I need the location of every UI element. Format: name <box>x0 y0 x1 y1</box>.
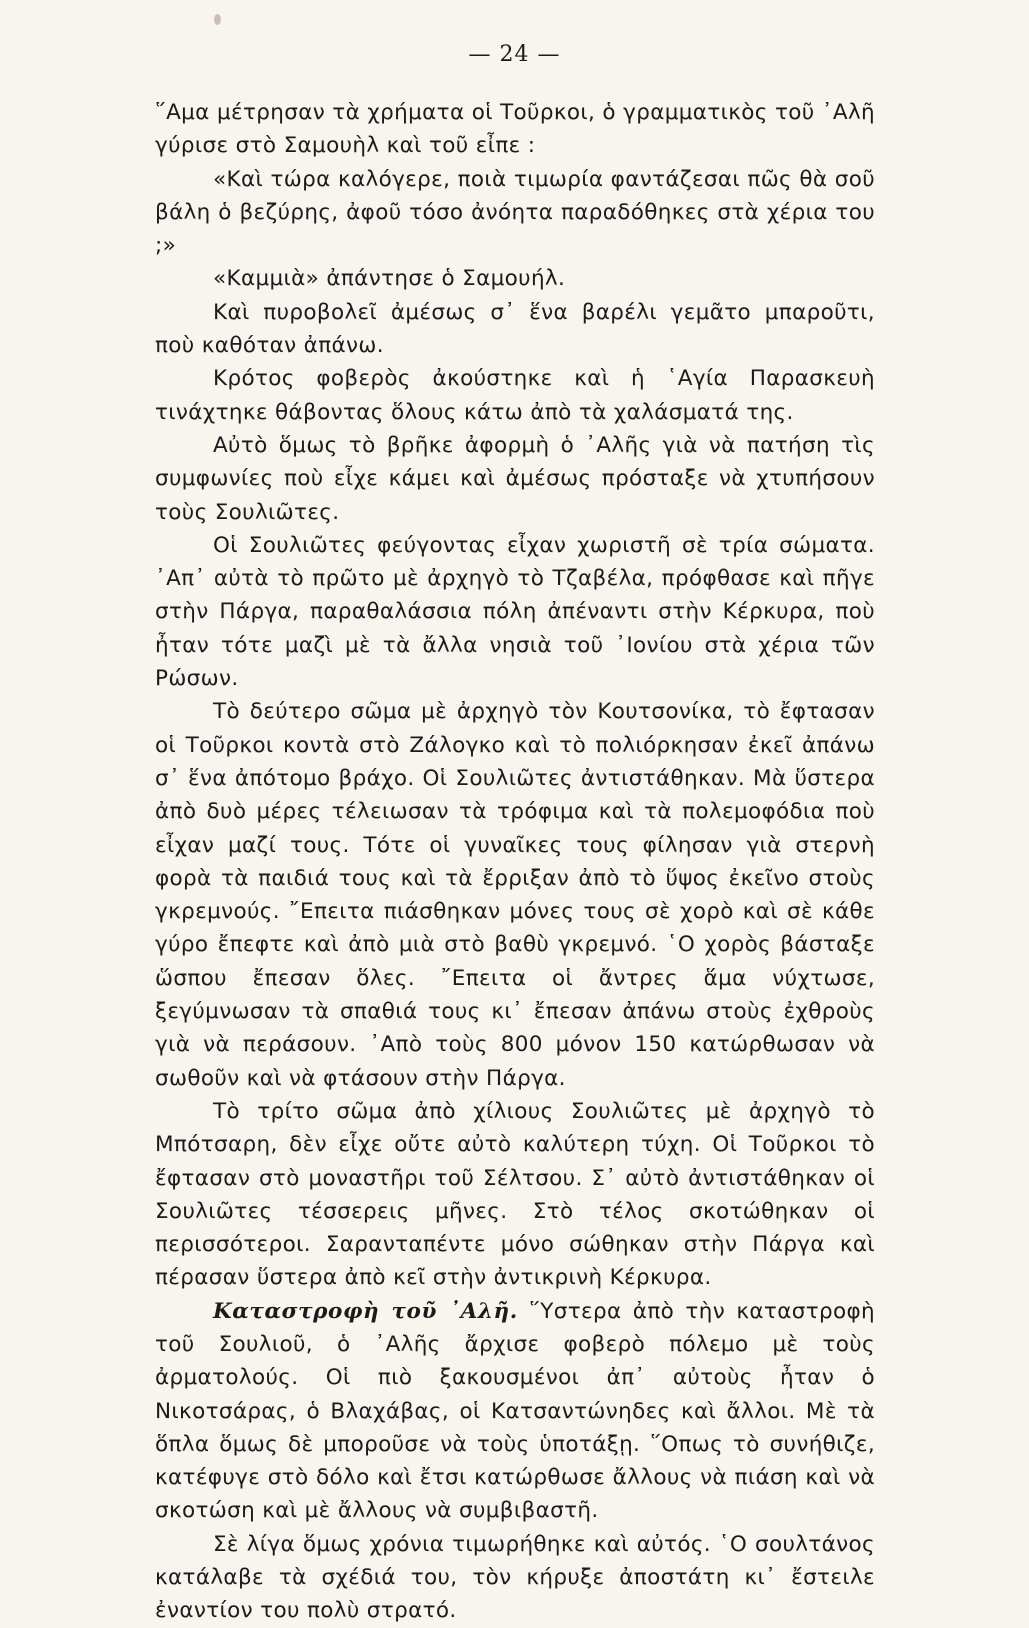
section-heading: Καταστροφὴ τοῦ ᾽Αλῆ. <box>213 1298 518 1324</box>
paragraph: ῞Αμα μέτρησαν τὰ χρήματα οἱ Τοῦρκοι, ὁ γραμματικὸς τοῦ ᾽Αλῆ γύρισε στὸ Σαμουὴλ καὶ τοῦ εἶπε : <box>155 100 875 159</box>
paragraph: Αὐτὸ ὅμως τὸ βρῆκε ἀφορμὴ ὁ ᾽Αλῆς γιὰ νὰ πατήση τὶς συμφωνίες ποὺ εἶχε κάμει καὶ ἀμέσως πρόσταξε νὰ χτυπήσουν τοὺς Σουλιῶτες. <box>155 432 875 525</box>
paper-stain <box>214 14 221 25</box>
paragraph: «Καμμιὰ» ἀπάντησε ὁ Σαμουήλ. <box>213 266 566 292</box>
paragraph: Καὶ πυροβολεῖ ἀμέσως σ᾽ ἕνα βαρέλι γεμᾶτο μπαροῦτι, ποὺ καθόταν ἀπάνω. <box>155 299 875 359</box>
paragraph: Κρότος φοβερὸς ἀκούστηκε καὶ ἡ ῾Αγία Παρασκευὴ τινάχτηκε θάβοντας ὅλους κάτω ἀπὸ τὰ χαλάσματά της. <box>155 366 875 425</box>
paragraph: «Καὶ τώρα καλόγερε, ποιὰ τιμωρία φαντάζεσαι πῶς θὰ σοῦ βάλη ὁ βεζύρης, ἀφοῦ τόσο ἀνόητα παραδόθηκες στὰ χέρια του ;» <box>155 166 875 259</box>
paragraph: Τὸ δεύτερο σῶμα μὲ ἀρχηγὸ τὸν Κουτσονίκα, τὸ ἔφτασαν οἱ Τοῦρκοι κοντὰ στὸ Ζάλογκο καὶ τὸ πολιόρκησαν ἐκεῖ ἀπάνω σ᾽ ἕνα ἀπότομο βράχο. Οἱ Σουλιῶτες ἀντιστάθηκαν. Μὰ ὕστερα ἀπὸ δυὸ μέρες τέλειωσαν τὰ τρόφιμα καὶ τὰ πολεμοφόδια ποὺ εἶχαν μαζί τους. Τότε οἱ γυναῖκες τους φίλησαν γιὰ στερνὴ φορὰ τὰ παιδιά τους καὶ τὰ ἔρριξαν ἀπὸ τὸ ὕψος ἐκεῖνο στοὺς γκρεμνούς. ῎Επειτα πιάσθηκαν μόνες τους σὲ χορὸ καὶ σὲ κάθε γύρο ἔπεφτε καὶ ἀπὸ μιὰ στὸ βαθὺ γκρεμνό. ῾Ο χορὸς βάσταξε ὥσπου ἔπεσαν ὅλες. ῎Επειτα οἱ ἄντρες ἅμα νύχτωσε, ξεγύμνωσαν τὰ σπαθιά τους κι᾽ ἔπεσαν ἀπάνω στοὺς ἐχθροὺς γιὰ νὰ περάσουν. ᾽Απὸ τοὺς 800 μόνον 150 κατώρθωσαν νὰ σωθοῦν καὶ νὰ φτάσουν στὴν Πάργα. <box>155 699 875 1091</box>
page-number: — 24 — <box>468 42 561 67</box>
paragraph: Σὲ λίγα ὅμως χρόνια τιμωρήθηκε καὶ αὐτός. ῾Ο σουλτάνος κατάλαβε τὰ σχέδιά του, τὸν κήρυξε ἀποστάτη κι᾽ ἔστειλε ἐναντίον του πολὺ στρατό. <box>155 1531 875 1624</box>
paragraph: Τὸ τρίτο σῶμα ἀπὸ χίλιους Σουλιῶτες μὲ ἀρχηγὸ τὸ Μπότσαρη, δὲν εἶχε οὔτε αὐτὸ καλύτερη τύχη. Οἱ Τοῦρκοι τὸ ἔφτασαν στὸ μοναστῆρι τοῦ Σέλτσου. Σ᾽ αὐτὸ ἀντιστάθηκαν οἱ Σουλιῶτες τέσσερεις μῆνες. Στὸ τέλος σκοτώθηκαν οἱ περισσότεροι. Σαρανταπέντε μόνο σώθηκαν στὴν Πάργα καὶ πέρασαν ὕστερα ἀπὸ κεῖ στὴν ἀντικρινὴ Κέρκυρα. <box>155 1098 875 1291</box>
paragraph: Οἱ Σουλιῶτες φεύγοντας εἶχαν χωριστῆ σὲ τρία σώματα. ᾽Απ᾽ αὐτὰ τὸ πρῶτο μὲ ἀρχηγὸ τὸ Τζαβέλα, πρόφθασε καὶ πῆγε στὴν Πάργα, παραθαλάσσια πόλη ἀπέναντι στὴν Κέρκυρα, ποὺ ἦταν τότε μαζὶ μὲ τὰ ἄλλα νησιὰ τοῦ ᾽Ιονίου στὰ χέρια τῶν Ρώσων. <box>155 532 875 692</box>
section-text: ῞Υστερα ἀπὸ τὴν καταστροφὴ τοῦ Σουλιοῦ, ὁ ᾽Αλῆς ἄρχισε φοβερὸ πόλεμο μὲ τοὺς ἀρματολούς. Οἱ πιὸ ξακουσμένοι ἀπ᾽ αὐτοὺς ἦταν ὁ Νικοτσάρας, ὁ Βλαχάβας, οἱ Κατσαντώνηδες καὶ ἄλλοι. Μὲ τὰ ὅπλα ὅμως δὲ μποροῦσε νὰ τοὺς ὑποτάξῃ. ῞Οπως τὸ συνήθιζε, κατέφυγε στὸ δόλο καὶ ἔτσι κατώρθωσε ἄλλους νὰ πιάση καὶ νὰ σκοτώση καὶ μὲ ἄλλους νὰ συμβιβαστῆ. <box>155 1298 875 1524</box>
page-body <box>155 96 875 1628</box>
section-paragraph <box>155 1295 875 1528</box>
